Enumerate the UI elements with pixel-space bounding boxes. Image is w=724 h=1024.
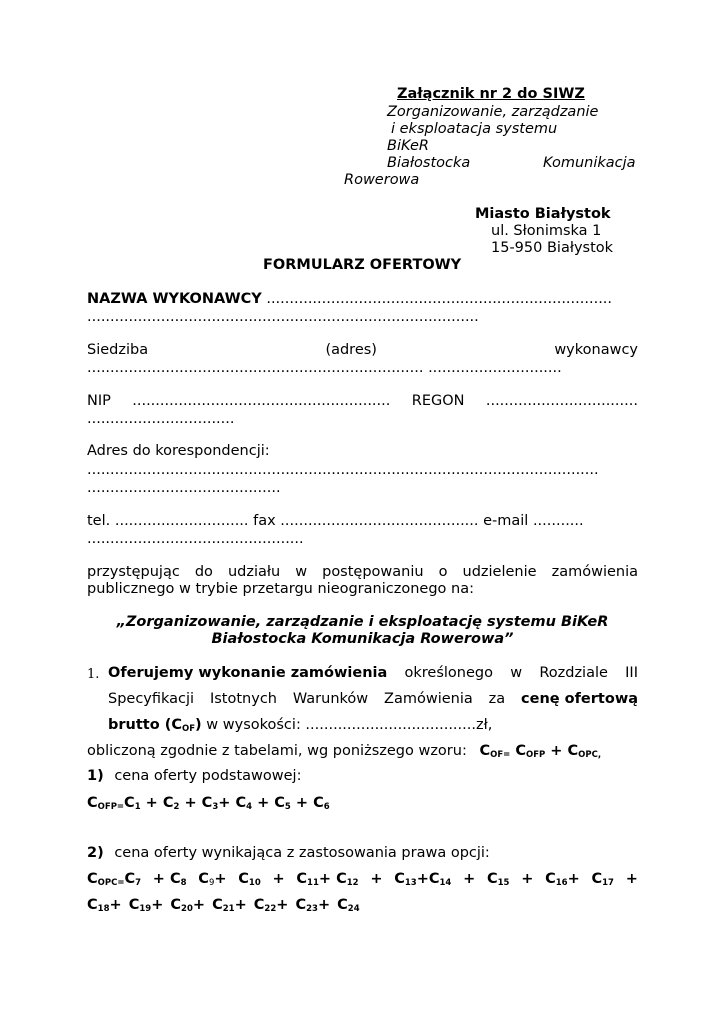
section-1-line-3 [108, 717, 492, 734]
contractor-dots[interactable]: ........................................................................... [266, 291, 613, 307]
formula-subscript: 8 [180, 878, 187, 888]
subtitle-line-4a: Białostocka [387, 155, 471, 171]
formula-term: + C [252, 795, 285, 811]
formula-term: + [625, 871, 638, 887]
formula-subscript: 3 [212, 802, 219, 812]
recipient-city: 15-950 Białystok [491, 240, 614, 256]
formula-subscript: OFP= [97, 802, 125, 812]
seat-word-3: wykonawcy [554, 342, 638, 358]
formula-token [626, 871, 638, 888]
contractor-row [87, 291, 612, 308]
subject-line-1: „Zorganizowanie, zarządzanie i eksploatację systemu BiKeR [116, 614, 609, 630]
sub-1-heading [87, 768, 301, 785]
formula-token [521, 871, 533, 888]
formula-token [463, 871, 475, 888]
regon-dots-line-2[interactable]: ................................ [87, 411, 235, 427]
formula-sub: OFP [525, 750, 546, 760]
recipient-street: ul. Słonimska 1 [491, 223, 602, 239]
formula-term: + C [317, 897, 348, 913]
formula-term: C [87, 897, 98, 913]
formula-term: C [198, 871, 209, 887]
formula-token [545, 871, 580, 888]
formula-token [198, 871, 226, 888]
formula-term: + [521, 871, 534, 887]
formula-term: + C [140, 795, 174, 811]
formula-subscript: 24 [347, 904, 360, 914]
formula-subscript: 17 [602, 878, 614, 888]
formula-term: + [214, 871, 227, 887]
seat-dots[interactable]: ......................................................................... ............................. [87, 360, 562, 376]
formula-term: + C [109, 897, 140, 913]
formula-subscript: 15 [497, 878, 510, 888]
formula-term: C [124, 871, 136, 887]
formula-subscript: 20 [181, 904, 193, 914]
formula-subscript: 13 [404, 878, 417, 888]
s1-word: Specyfikacji [108, 691, 195, 707]
formula-subscript: 21 [222, 904, 235, 914]
formula-token [296, 871, 358, 888]
contractor-dots-line-2[interactable]: ..................................................................................... [87, 309, 479, 325]
formula-subscript: 4 [246, 802, 253, 812]
formula-token [370, 871, 382, 888]
formula-term: C [87, 871, 98, 887]
contractor-label: NAZWA WYKONAWCY [87, 291, 262, 307]
contact-line[interactable]: tel. ............................. fax ........................................... e-mail ........... [87, 513, 584, 529]
formula-subscript: 12 [346, 878, 359, 888]
intro-word: udziału [227, 564, 281, 580]
seat-word-2: (adres) [325, 342, 377, 358]
formula-term: C [124, 795, 135, 811]
formula-term: + C [234, 897, 265, 913]
seat-label-row [87, 342, 638, 359]
formula-term: C [591, 871, 603, 887]
s1-word: Rozdziale [539, 665, 608, 681]
subtitle-line-5: Rowerowa [344, 172, 420, 188]
sub-1-label: cena oferty podstawowej: [114, 768, 302, 784]
formula-term: C [238, 871, 249, 887]
address-dots-line-1[interactable]: ............................................................................................................... [87, 462, 599, 478]
intro-word: do [194, 564, 213, 580]
formula-subscript: 5 [284, 802, 291, 812]
nip-regon-row [87, 393, 638, 410]
intro-word: postępowaniu [322, 564, 424, 580]
sub-2-formula-row-1 [87, 871, 638, 888]
intro-line-2: publicznego w trybie przetargu nieograniczonego na: [87, 581, 474, 597]
price-bold: cenę ofertową [521, 691, 638, 707]
offer-bold: Oferujemy wykonanie zamówienia [108, 665, 388, 681]
form-title: FORMULARZ OFERTOWY [263, 257, 462, 273]
regon-dots[interactable]: ................................. [485, 393, 638, 409]
formula-subscript: 6 [323, 802, 330, 812]
sub-2-formula-row-2 [87, 897, 360, 914]
formula-intro: obliczoną zgodnie z tabelami, wg poniższego wzoru: [87, 743, 467, 759]
sub-2-heading [87, 845, 490, 862]
formula-token [273, 871, 285, 888]
formula-main [479, 743, 601, 759]
formula-sub: OF= [490, 750, 511, 760]
formula-term: C [486, 871, 498, 887]
formula-term: + [463, 871, 476, 887]
formula-subscript: 1 [134, 802, 141, 812]
section-1-number: 1. [87, 667, 100, 682]
formula-c: C [510, 743, 526, 759]
formula-term: C [296, 871, 308, 887]
intro-line-1 [87, 564, 638, 581]
s1-word: w [510, 665, 523, 681]
section-1-line-4 [87, 743, 601, 760]
formula-term: + C [290, 795, 324, 811]
intro-word: zamówienia [551, 564, 638, 580]
sub-1-number: 1) [87, 768, 104, 784]
formula-term: + C [218, 795, 247, 811]
amount-field[interactable]: w wysokości: .....................................zł, [201, 717, 493, 733]
sub-2-label: cena oferty wynikająca z zastosowania prawa opcji: [114, 845, 490, 861]
s1-word: Zamówienia [384, 691, 473, 707]
sub-1-formula [87, 795, 330, 812]
formula-term: + C [152, 871, 181, 887]
formula-subscript: 16 [555, 878, 568, 888]
subtitle-line-3: BiKeR [387, 138, 429, 154]
formula-term: + C [192, 897, 223, 913]
section-1-line-1 [108, 665, 638, 682]
formula-subscript: 23 [306, 904, 318, 914]
formula-term: + C [179, 795, 213, 811]
formula-subscript: 9 [208, 878, 215, 888]
regon-label: REGON [411, 393, 465, 409]
formula-subscript: 7 [135, 878, 142, 888]
formula-token [591, 871, 614, 888]
intro-word: o [438, 564, 448, 580]
nip-dots[interactable]: ........................................................ [132, 393, 391, 409]
formula-term: + C [151, 897, 182, 913]
seat-word-1: Siedziba [87, 342, 149, 358]
formula-term: + [370, 871, 383, 887]
email-dots-line-2[interactable]: ............................................... [87, 531, 304, 547]
s1-word: za [488, 691, 506, 707]
formula-term: C [394, 871, 405, 887]
intro-word: przystępując [87, 564, 180, 580]
formula-c: + C [545, 743, 579, 759]
s1-word: określonego [404, 665, 493, 681]
address-dots-line-2[interactable]: .......................................... [87, 480, 281, 496]
formula-term: + [567, 871, 580, 887]
intro-word: w [295, 564, 308, 580]
s1-word: Warunków [292, 691, 369, 707]
intro-word: udzielenie [462, 564, 537, 580]
brutto-close: ) [195, 717, 202, 733]
formula-term: C [87, 795, 98, 811]
annex-title: Załącznik nr 2 do SIWZ [397, 86, 585, 102]
section-1-line-2 [108, 691, 638, 708]
formula-token [394, 871, 451, 888]
subject-line-2: Białostocka Komunikacja Rowerowa” [211, 631, 514, 647]
subtitle-line-4b: Komunikacja [543, 155, 636, 171]
sub-2-number: 2) [87, 845, 104, 861]
formula-c: C [479, 743, 491, 759]
formula-term: + C [276, 897, 307, 913]
s1-word: Istotnych [209, 691, 277, 707]
formula-subscript: 2 [173, 802, 180, 812]
formula-term: + [272, 871, 285, 887]
formula-term: C [545, 871, 556, 887]
subtitle-line-2: i eksploatacja systemu [391, 121, 558, 137]
formula-token [487, 871, 510, 888]
formula-term: + C [318, 871, 347, 887]
formula-sub: OPC, [578, 750, 602, 760]
address-label: Adres do korespondencji: [87, 443, 270, 459]
subtitle-line-1: Zorganizowanie, zarządzanie [387, 104, 599, 120]
brutto-bold: brutto (C [108, 717, 182, 733]
formula-token [153, 871, 187, 888]
nip-label: NIP [87, 393, 111, 409]
recipient-name: Miasto Białystok [475, 206, 611, 222]
s1-word: III [625, 665, 638, 681]
formula-term: +C [416, 871, 440, 887]
cof-subscript: OF [182, 724, 196, 734]
formula-subscript: OPC= [97, 878, 125, 888]
formula-subscript: 19 [139, 904, 152, 914]
formula-subscript: 18 [97, 904, 110, 914]
formula-subscript: 14 [439, 878, 452, 888]
formula-subscript: 10 [248, 878, 261, 888]
formula-subscript: 22 [264, 904, 277, 914]
formula-token [238, 871, 261, 888]
formula-subscript: 11 [307, 878, 319, 888]
formula-token [87, 871, 141, 888]
